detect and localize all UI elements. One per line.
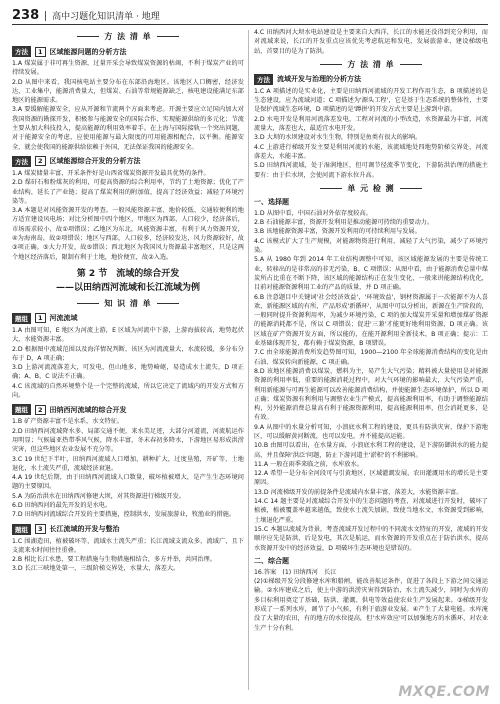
topic3-title: 长江流域的开发与整治 (49, 525, 120, 534)
answer-item: 3.A 本题是对风能资源开发的考查。一般风能资源丰富、地价较低、交通较便利的地方适宜建设风电场；对比分析图中四个地区，甲地区为西部，人口较少，经济落后，市场需求较小，故①项错误；乙地区为东北，风能资源丰富，有利于风力资源开发，④为海南岛，故②项错误；地区与西部，人口较多，经济较发达，风力资源较好，故③项正确。⑤大力开发，故⑤错误；西北地区为我国风力资源最丰富地区，只是这两个地区经济落后，限制有利于土地，地价便宜，故②入选。 (12, 207, 244, 261)
answer-item: 2.D 煤矸石和粉煤灰的利用，可提高资源的综合利用率，节约了土地资源；优化了产业结构，延长了产业链；提高了煤炭利用的附加值，提高了经济效益；减轻了环境污染等。 (12, 179, 244, 205)
heading-rule-left (77, 303, 99, 304)
topic-tag: 题组 (12, 313, 31, 324)
answer-item: 3.D 上游河流流落差大，可发电，但山地多，地势崎岖，易造成水土流失，D 项正确；A、B、C 说法不正确。 (12, 364, 244, 381)
method-list-heading (12, 31, 244, 42)
column-divider (248, 30, 249, 690)
answer-item: 1.C 围湖造田，植被破坏等，流域水土流失严重；长江流域支流众多，流域广，且下支流来水时间往往重叠。 (12, 537, 244, 554)
answer-item: 6.B 注意题目中关键词'社会经济效益'，'环境效益'，钢材资源属于一次能源不为人喜欢，新能源区域的有所，产品形成'新循环'，从图中可以分析出，新源在生产阶段的，一般同时提升资源利用率，为减少环境污染，C 项的加大煤炭开采量和增加煤矿资源的能源消耗都不是，所以 C 项错误；促进'三兼'才能更好地利用资源，D 项正确。该区域在矿产资源开发方面，所以能的，在能开源利用全新技术，B 项正确；提示：工业基础体现开发，都有赖于煤炭资源，B 项错误。 (254, 293, 488, 348)
method1-heading (12, 46, 244, 57)
method-number: 2 (35, 156, 46, 166)
left-column (12, 28, 244, 574)
answer-item: 2.D 田纳西河流域降水多，局部交通不便，来水美足迹，大部分河道流，河流航运作用明显；气候属亚热带季风气候，降水丰富，冬末春初多降水，下游地区易形成洪涝灾害，但这些地区农业发展不充分等。 (12, 427, 244, 454)
answer-item: 3.B 该地能源资源丰富，资源开发利用的可持续利用与发展。 (254, 228, 421, 236)
answer-item: 4.C 该流域的自然环境整个是一个完整的流域，所以它决定了流域内的开发方式和方向。 (12, 382, 244, 400)
method-tag: 方法 (254, 74, 273, 85)
answer-item: 1.A 由图可知，E 地区为河流上游，E 区域为河流中下游，上游海拔较高，地势起伏大，水能资源丰富。 (12, 326, 244, 344)
knowledge-list-heading (12, 298, 244, 309)
heading-rule-right (157, 303, 179, 304)
heading-rule-right (400, 64, 422, 65)
answer-item: 7.D 田纳西河流域综合开发的主要措施，控制洪水，发展旅游业，牧渔业的措施。 (12, 511, 236, 519)
answer-item: 1.A 煤炭属于非可再生资源，过量开采会导致煤炭资源的枯竭，不利于煤炭产业的可持续发展。 (12, 60, 244, 77)
answer-item: 10.B 由图可以看出，在水量方面，小浪底水利工程的建设，是下游防御洪水的能力提高，并且保障'洪泛'问题，防止下游河道主'淤积'的不利影响。 (254, 442, 488, 459)
answer-item: 4.C 该模式扩大了生产规模，对能源物资进行利用，减轻了大气污染，减少了环境污染。 (254, 237, 488, 255)
method-tag: 方法 (12, 156, 31, 167)
answer-item: 15.C 本题以流域为背景，考查流域开发过程中的不同流水文特征的开发，流域的开发顺序应先是防洪，后是发电，其次是航运，而水资源的开发重点在于防治洪水，提高水资源开发中的经济效益，D 项破坏生态环境也是错误的。 (254, 525, 488, 552)
heading-rule-left (320, 188, 342, 189)
answer-item: 14.C 14 题主要是对流域综合开发中的生态问题的考查，对流域进行开发时，破坏了植被，植被覆盖率越来越低，致使水土流失加剧，致使当地水文、水资源受到影响，土壤退化严重。 (254, 498, 488, 524)
answer-item: 11.A 一般在雨季来临之前，水库放水。 (254, 460, 363, 468)
method-heading (254, 74, 488, 85)
answer-item: 4.C 田纳西河大坝水电站建设是主要来自大西洋，长江的水能还没得到充分利用，而对流域来说，长江的开发重点应该优先考虑航运和发电，发展旅游业，建设梯级电站，首要目的是为了防洪。 (254, 29, 488, 55)
essay-section-title: 二、综合题 (254, 556, 289, 565)
heading-rule-left (320, 64, 342, 65)
section-subtitle: ——以田纳西河流域和长江流域为例 (55, 282, 200, 293)
answer-item: 4.C 上游进行梯级开发主要是利用河流的水能，该流域地处四地势阶梯交界处，河流落差大，水能丰富。 (254, 143, 488, 160)
answer-item: 12.A 希望一是分布全河段可与引黄地区，区域灌溉发展，农田灌溉用水的增长是主要原因。 (254, 470, 488, 487)
topic-tag: 题组 (12, 524, 31, 535)
knowledge-list-title: 知 识 清 单 (104, 298, 152, 308)
answer-item: 3.A 要缓解能源安全，应从开源和节流两个方面来考虑。开源主要应立足国内加大对我国资源的勘探开发，积极参与能源安全的国际合作，实现能源供给的多元化；节流主要从加大科技投入，提高能源的利用效率着手。在上海与国际接轨一个突出问题，对于能源安全的考虑，应使用能源与最大限度的可用能源相配合，以平衡。能源安全，就会使我国的能源供给依赖于外国，无法保证我国的能源安全。 (12, 106, 244, 151)
right-column (254, 28, 488, 633)
method-list-title: 方 法 清 单 (104, 32, 152, 41)
answer-item: 3.C 19 世纪下半叶，田纳西河流域人口增加，耕种扩大，过度垦殖，开矿等，土地退化，水土流失严重，流域经济衰退。 (12, 455, 244, 472)
page-number: 238 (12, 8, 40, 23)
page-header (12, 6, 488, 25)
unit-test-title: 单 元 检 测 (347, 183, 395, 193)
answer-item: 13.D 河流梯级开发的前提条件是流域内水量丰富，落差大，水能资源丰富。 (254, 488, 463, 496)
answer-item: 4.A 19 世纪后期，由于田纳西河流域人口数量，破坏植被增大，是产生生态环境问题的主要原因。 (12, 474, 244, 491)
answer-item: 7.C 由全球能源消费所发趋势图可知，1900—2100 年全球能源消费结构的变化是由石油、煤炭转向新能源，C 项正确。 (254, 349, 488, 366)
topic-number: 2 (35, 405, 46, 415)
heading-rule-left (77, 36, 99, 37)
method-tag: 方法 (12, 46, 31, 57)
method-title: 流域开发与治理的分析方法 (277, 75, 361, 84)
answer-item: 6.D 田纳西河的最先开发的是水电。 (12, 501, 112, 509)
method-list-title: 方 法 清 单 (347, 59, 395, 69)
watermark: MXQE.COM (398, 684, 490, 700)
unit-test-heading (254, 183, 488, 194)
topic2-heading (12, 404, 244, 415)
choice-section-title: 一、选择题 (254, 197, 289, 206)
topic2-title: 田纳西河流域的综合开发 (49, 405, 127, 414)
method1-title: 区域能源问题的分析方法 (49, 47, 127, 56)
answer-item: 16.答案 (1) 田纳西河 长江 (254, 568, 337, 576)
method-list-heading (254, 59, 488, 70)
answer-item: 2.D 根据图中流域范围以及海洋情况判断，该区为河流流量大，水流较缓，多分布分布于 D，A 项正确； (12, 345, 244, 362)
book-title: 高中习题化知识清单 · 地理 (52, 12, 160, 22)
topic1-heading (12, 313, 244, 324)
answer-item: 2.D 从图中来看，我国核电站主要分布在东部沿海地区。该地区人口稠密，经济发达，工业集中，能源消费量大，但煤炭、石油等常规能源缺乏，核电建设能满足东部地区的能源需求。 (12, 78, 244, 105)
topic3-heading (12, 524, 244, 535)
answer-item: 8.D 该地区能源消费以煤炭、燃料为主，易产生大气污染；精料被大量使用是对能源资源的利用率低，重要的能源消耗过程中，对大气环境的影响最大，大气污染严重，利用新能源与可再生能源可以改善能源消费结构，并使能源生态环境保护，所以 D 项正确；煤炭资源有利利用与调整农业生产模式，提高能源利用率，有助于调整能源结构，另外能源消费总量高有利于能源资源利用，提高能源利用率，但会消耗更多，是有效。 (254, 367, 488, 422)
header-separator (45, 11, 46, 21)
answer-item: 1.D 从图中看，中国石油对外依存度较高。 (254, 209, 372, 217)
answer-item: 1.C A 项描述的是实业化，主要是田纳西河流域的开发工程作用生态，B 项描述的是生态建设，应为流域河道；C 项描述为'源头工程'，它是基于生态系统的整体性，主要是保护流域生态环境，D 项描述的是'蹲拼'的开发方式主要是上游到中游。 (254, 87, 488, 114)
answer-item: 1.B 矿产资源丰富不是水系，水文特征。 (12, 418, 124, 426)
answer-item: 5.D 田纳西河流域，处于湿润地区，但可调节径流季节变化，下游防洪治理的措施主要有：由于拦水坝，会使河流下游水位升高。 (254, 162, 488, 179)
answer-item: 3.D 长江三峡地处第一、三级阶梯交界处，水量大，落差大。 (12, 565, 180, 573)
answer-item: 9.A 从图中的水量分析可知，小浪底水利工程的建设，更具有防洪灾害，保护下游地区，可以缓解黄河断流，也可以发电，并不能提高运能。 (254, 423, 488, 440)
topic1-title: 河流流域 (49, 314, 78, 323)
topic-number: 1 (35, 313, 46, 323)
method2-heading (12, 156, 244, 167)
section-title: 第 2 节 流域的综合开发 (76, 268, 180, 279)
topic-number: 3 (35, 524, 46, 534)
topic-tag: 题组 (12, 404, 31, 415)
heading-rule-right (157, 36, 179, 37)
heading-rule-right (400, 188, 422, 189)
method2-title: 区域能源综合开发的分析方法 (49, 157, 141, 166)
answer-item: 1.A 煤炭储量丰富，开采条件好是山西省煤炭资源开发最具优势的条件。 (12, 169, 210, 177)
answer-item: 5.A 从 1980 年到 2014 年工业结构调整中可知，该区域能源发展的主要是传统工业，转移出的是非常高的非无污染，B、C 项错误；从图中看，由于能源消费总量中煤炭所占比重在不断下降，该区域的能源结构正在发生变化，一般来讲能源结构优化，目前对能源资源利用工业的产品的质量，并 D 项正确。 (254, 256, 488, 292)
method-number: 1 (35, 47, 46, 57)
answer-item: 2.B 石油能源丰富，资源开发利用是推动能源可持续的重要动力。 (254, 219, 434, 227)
answer-item: 2.B 相比长江水患，要工程措施与生物措施相结合，多方并举，共同治理。 (12, 556, 216, 564)
answer-item: 5.A 为防治洪水在田纳西河修建大坝，对其资源进行梯级开发。 (12, 492, 185, 500)
answer-item: 3.D 大坝的水坝建设对水生生物，特别是鱼类有很大的影响。 (254, 134, 422, 142)
answer-item: 2.D 水电开发是利用河流落差发电，工程对河流的小型改造，水资源最为丰富，河流流量大，落差也大，最适宜水电开发。 (254, 115, 488, 133)
answer-item: (2)①梯级开发分段修建水库和船闸，能改善航运条件，促进了各段上下游之间交通运输。②水库建成之后，使上中游的洪涝灾害得到防治，水土流失减少，同时为水库的多目标利用奠定了基础，防洪、灌溉、供电等效益使农业生产发展起来。③梯级开发形成了一系列水库，调节了小气候，有利于旅游业发展。④产生了大量电能。水库淹没了大量的农田，有的地方的水位提高，但'水库效应'可以加强地方的水循环，对农业生产十分有利。 (254, 578, 488, 632)
